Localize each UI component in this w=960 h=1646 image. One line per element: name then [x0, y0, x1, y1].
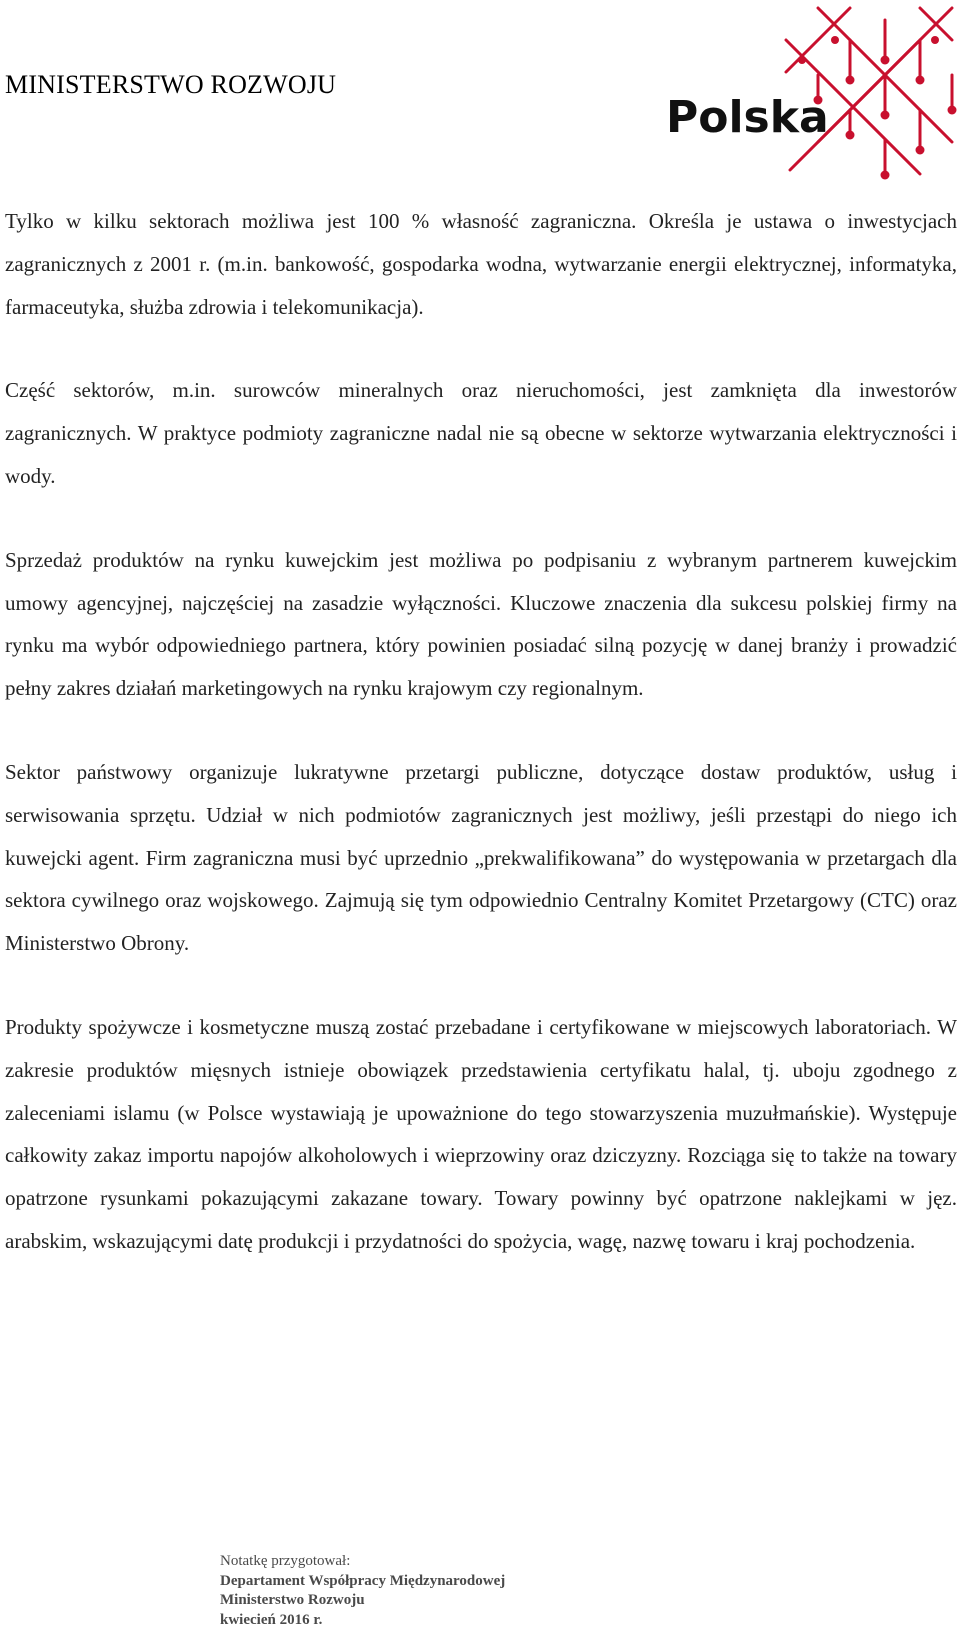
logo-text: Polska — [666, 92, 829, 143]
signature-caption: Notatkę przygotował: — [220, 1553, 351, 1569]
paragraph-agency-agreement: Sprzedaż produktów na rynku kuwejckim jest możliwa po podpisaniu z wybranym partnerem kuwejckim umowy agencyjnej, najczęściej na zasadzie wyłączności. Kluczowe znaczenia dla sukcesu polskiej firmy na rynku ma wybór odpowiedniego partnera, który powinien posiadać silną pozycję w danej branży i prowadzić pełny zakres działań marketingowych na rynku krajowym czy regionalnym. — [5, 547, 957, 701]
signature-ministry: Ministerstwo Rozwoju — [220, 1592, 365, 1608]
document-body — [5, 200, 957, 1304]
paragraph-closed-sectors: Część sektorów, m.in. surowców mineralnych oraz nieruchomości, jest zamknięta dla inwestorów zagranicznych. W praktyce podmioty zagraniczne nadal nie są obecne w sektorze wytwarzania elektryczności i wody. — [5, 378, 957, 488]
signature-department: Departament Współpracy Międzynarodowej — [220, 1572, 506, 1589]
paragraph-food-certification: Produkty spożywcze i kosmetyczne muszą zostać przebadane i certyfikowane w miejscowych laboratoriach. W zakresie produktów mięsnych istnieje obowiązek przedstawienia certyfikatu halal, tj. uboju zgodnego z zaleceniami islamu (w Polsce wystawiają je upoważnione do tego stowarzyszenia muzułmańskie). Występuje całkowity zakaz importu napojów alkoholowych i wieprzowiny oraz dziczyzny. Rozciąga się to także na towary opatrzone rysunkami pokazującymi zakazane towary. Towary powinny być opatrzone naklejkami w jęz. arabskim, wskazującymi datę produkcji i przydatności do spożycia, wagę, nazwę towaru i kraj pochodzenia. — [5, 1014, 957, 1253]
signature-date: kwiecień 2016 r. — [220, 1611, 323, 1628]
signature-block — [220, 1552, 505, 1630]
paragraph-public-tenders: Sektor państwowy organizuje lukratywne przetargi publiczne, dotyczące dostaw produktów, usług i serwisowania sprzętu. Udział w nich podmiotów zagranicznych jest możliwy, jeśli przestąpi do niego ich kuwejcki agent. Firm zagraniczna musi być uprzednio „prekwalifikowana” do występowania w przetargach dla sektora cywilnego oraz wojskowego. Zajmują się tym odpowiednio Centralny Komitet Przetargowy (CTC) oraz Ministerstwo Obrony. — [5, 759, 957, 956]
polska-logo — [666, 0, 960, 185]
ministry-title: MINISTERSTWO ROZWOJU — [5, 70, 337, 99]
paragraph-foreign-ownership: Tylko w kilku sektorach możliwa jest 100 % własność zagraniczna. Określa je ustawa o inwestycjach zagranicznych z 2001 r. (m.in. bankowość, gospodarka wodna, wytwarzanie energii elektrycznej, informatyka, farmaceutyka, służba zdrowia i telekomunikacja). — [5, 209, 957, 319]
